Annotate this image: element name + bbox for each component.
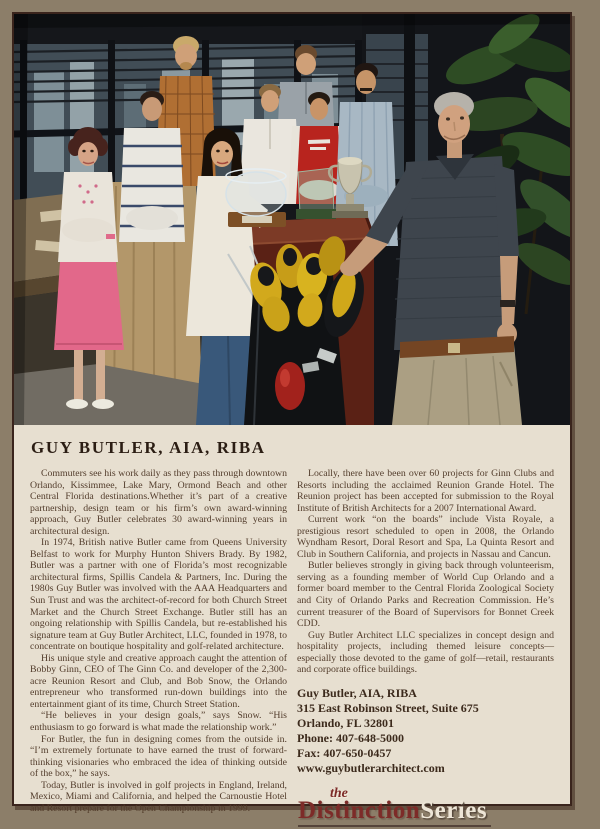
contact-name: Guy Butler, AIA, RIBA (297, 685, 417, 700)
article-paragraph: Commuters see his work daily as they pass through downtown Orlando, Kissimmee, Lake Mary, Ormond Beach and other Central Florida destinations.Whether it’s part of a creative partnership, design team or his firm’s own award-winning approach, Guy Butler celebrates 30 award-winning years in architectural design. (30, 468, 287, 537)
contact-block (297, 686, 554, 776)
logo-distinction-text: Distinction (298, 796, 421, 824)
article-paragraph: Locally, there have been over 60 projects for Ginn Clubs and Resorts including the acclaimed Reunion Grande Hotel. The Reunion project has been accepted for submission to the Royal Institute of British Architects for a 2007 International Award. (297, 468, 554, 514)
team-photo (14, 14, 570, 425)
contact-website: www.guybutlerarchitect.com (297, 760, 445, 775)
contact-phone: Phone: 407-648-5000 (297, 730, 404, 745)
article-left-column (30, 468, 287, 827)
article-paragraph: “He believes in your design goals,” says Snow. “His enthusiasm to go forward is what made the relationship work.” (30, 710, 287, 734)
page-title: GUY BUTLER, AIA, RIBA (31, 438, 266, 457)
logo-series-text: Series (420, 796, 488, 824)
glass-bowl (226, 172, 286, 216)
logo-the-text: the (330, 785, 348, 801)
article (14, 425, 570, 827)
article-paragraph: His unique style and creative approach caught the attention of Bobby Ginn, CEO of The Ginn Co. and developer of the 2,300-acre Reunion Resort and Club, and Bob Snow, the Orlando entrepreneur who transformed run-down buildings into the entertainment giant of its time, Church Street Station. (30, 652, 287, 710)
article-paragraph: Today, Butler is involved in golf projects in England, Ireland, Mexico, Miami and California, and helped the Carnoustie Hotel and Resort prepare for the Open Championship in 1999. (30, 779, 287, 814)
article-paragraph: Guy Butler Architect LLC specializes in concept design and hospitality projects, including themed leisure concepts—especially those devoted to the game of golf—retail, restaurants and corporate office buildings. (297, 629, 554, 676)
pink-skirt (54, 262, 124, 350)
red-club-cover (275, 362, 305, 410)
article-paragraph: Current work “on the boards” include Vista Royale, a prestigious resort scheduled to open in 2008, the Orlando Wyndham Resort, Doral Resort and Spa, La Quinta Resort and Club in Southern California, and projects in Nassau and Cancun. (297, 514, 554, 560)
article-paragraph: In 1974, British native Butler came from Queens University Belfast to work for Murphy Hunton Shivers Brady. By 1982, Butler was a partner with one of Florida’s most recognizable architectural firms, Spillis Candela & Partners, Inc. During the 1980s Guy Butler was involved with the AAA Headquarters and Sun Trust and was the architect-of-record for both Church Street Market and the Church Street Exchange. Butler still has an ongoing relationship with Spillis Candela, but re-established his signature team at Guy Butler Architect, LLC, founded in 1978, to concentrate on boutique hospitality and golf-related architecture. (30, 537, 287, 653)
article-paragraph: For Butler, the fun in designing comes from the outside in. “I’m extremely fortunate to have earned the trust of forward-thinking visionaries who embraced the idea of thinking outside of the box,” he says. (30, 733, 287, 780)
article-paragraph: Butler believes strongly in giving back through volunteerism, serving as a founding member of World Cup Orlando and a former board member to the Central Florida Zoological Society and City of Orlando Parks and Recreation Commission. He’s current treasurer of the Board of Supervisors for Bonnet Creek CDD. (297, 560, 554, 630)
article-right-column (297, 468, 554, 827)
magazine-page (12, 12, 572, 824)
contact-fax: Fax: 407-650-0457 (297, 745, 392, 760)
distinction-series-logo (298, 785, 491, 827)
contact-address-line1: 315 East Robinson Street, Suite 675 (297, 700, 479, 715)
contact-address-line2: Orlando, FL 32801 (297, 715, 395, 730)
